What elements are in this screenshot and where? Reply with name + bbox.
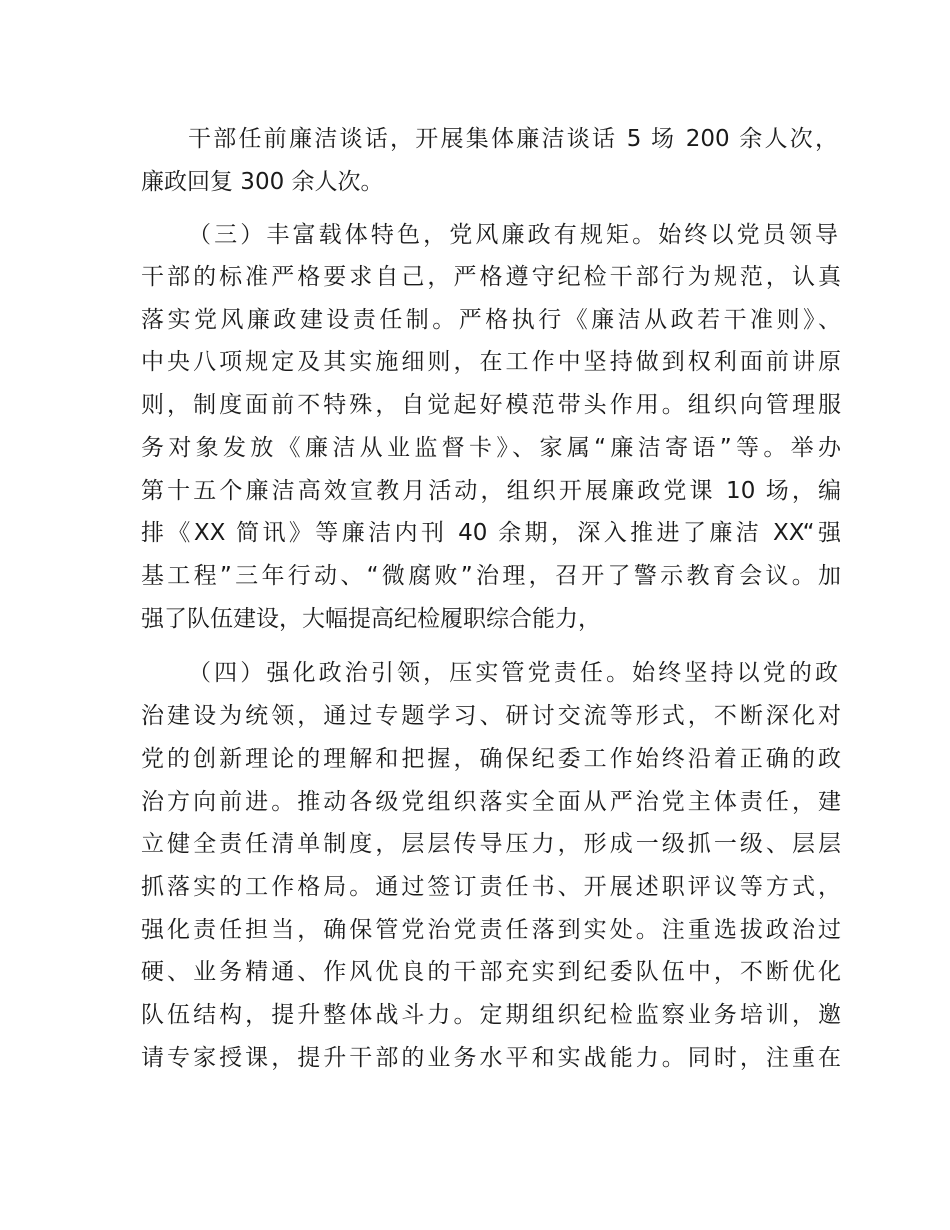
- paragraph-2-line-2: 干部的标准严格要求自己，严格遵守纪检干部行为规范，认真: [141, 264, 841, 290]
- paragraph-3-line-4: 治方向前进。推动各级党组织落实全面从严治党主体责任，建: [141, 789, 841, 815]
- paragraph-2-line-7: 第十五个廉洁高效宣教月活动，组织开展廉政党课 10 场，编: [141, 478, 841, 504]
- paragraph-2-line-10: 强了队伍建设，大幅提高纪检履职综合能力，: [141, 606, 601, 632]
- paragraph-3-line-6: 抓落实的工作格局。通过签订责任书、开展述职评议等方式，: [141, 874, 841, 900]
- paragraph-3-line-3: 党的创新理论的理解和把握，确保纪委工作始终沿着正确的政: [141, 746, 841, 772]
- paragraph-3-line-5: 立健全责任清单制度，层层传导压力，形成一级抓一级、层层: [141, 831, 841, 857]
- paragraph-3-line-7: 强化责任担当，确保管党治党责任落到实处。注重选拔政治过: [141, 917, 841, 943]
- paragraph-3-line-10: 请专家授课，提升干部的业务水平和实战能力。同时，注重在: [141, 1045, 841, 1071]
- paragraph-2-line-8: 排《XX 简讯》等廉洁内刊 40 余期，深入推进了廉洁 XX“强: [141, 520, 841, 546]
- paragraph-3-line-8: 硬、业务精通、作风优良的干部充实到纪委队伍中，不断优化: [141, 959, 841, 985]
- paragraph-1-line-2: 廉政回复 300 余人次。: [141, 169, 384, 195]
- paragraph-2-line-4: 中央八项规定及其实施细则，在工作中坚持做到权利面前讲原: [141, 349, 841, 375]
- paragraph-3-line-9: 队伍结构，提升整体战斗力。定期组织纪检监察业务培训，邀: [141, 1002, 841, 1028]
- paragraph-3-line-2: 治建设为统领，通过专题学习、研讨交流等形式，不断深化对: [141, 703, 841, 729]
- paragraph-1-line-1: 干部任前廉洁谈话，开展集体廉洁谈话 5 场 200 余人次，: [188, 126, 838, 152]
- paragraph-2-line-3: 落实党风廉政建设责任制。严格执行《廉洁从政若干准则》、: [141, 307, 841, 333]
- paragraph-2-line-6: 务对象发放《廉洁从业监督卡》、家属“廉洁寄语”等。举办: [141, 435, 841, 461]
- paragraph-2-line-1: （三）丰富载体特色，党风廉政有规矩。始终以党员领导: [188, 222, 838, 248]
- paragraph-2-line-9: 基工程”三年行动、“微腐败”治理，召开了警示教育会议。加: [141, 563, 841, 589]
- paragraph-2-line-5: 则，制度面前不特殊，自觉起好模范带头作用。组织向管理服: [141, 392, 841, 418]
- paragraph-3-line-1: （四）强化政治引领，压实管党责任。始终坚持以党的政: [188, 660, 838, 686]
